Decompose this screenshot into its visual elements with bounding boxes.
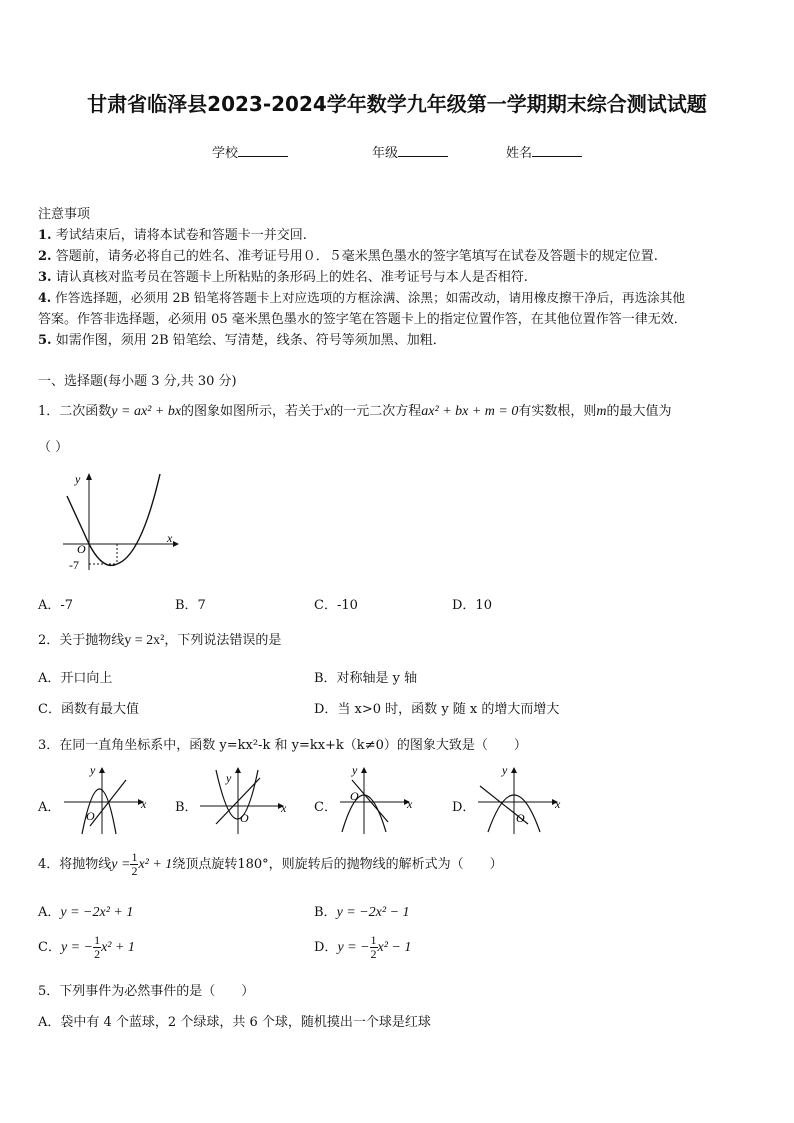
- x-label: x: [281, 801, 287, 815]
- q4-option-c[interactable]: [38, 934, 135, 961]
- q4-text: 4．将抛物线: [38, 857, 112, 872]
- question-3-stem: 3．在同一直角坐标系中，函数 y=kx²-k 和 y=kx+k（k≠0）的图象大致是（ ）: [38, 738, 527, 753]
- name-label: 姓名: [506, 146, 533, 161]
- q4-tail: x² + 1: [138, 857, 173, 872]
- q4-option-a-label: A．: [38, 905, 61, 920]
- notice-item-2: [38, 245, 658, 264]
- q4-option-c-label: C．: [38, 940, 61, 955]
- q4-option-d-label: D．: [314, 940, 338, 955]
- q2-option-d[interactable]: D．当 x>0 时，函数 y 随 x 的增大而增大: [314, 702, 560, 717]
- q4-option-d-fraction: [370, 934, 378, 961]
- question-5-stem: 5．下列事件为必然事件的是（ ）: [38, 984, 255, 999]
- q4-numerator: 1: [131, 850, 138, 864]
- y-arrow-icon: [99, 767, 105, 773]
- grade-field: [372, 142, 448, 161]
- q4-option-a[interactable]: [38, 901, 133, 921]
- q1-formula-2: ax² + bx + m = 0: [421, 404, 519, 419]
- name-field: [506, 142, 582, 161]
- q3-option-b-label[interactable]: B．: [175, 800, 198, 815]
- notice-num: 3.: [38, 270, 52, 285]
- q1-option-d[interactable]: D．10: [452, 598, 492, 613]
- notice-text: 作答选择题，必须用 2B 铅笔将答题卡上对应选项的方框涂满、涂黑；如需改动，请用橡皮擦干净后，再选涂其他: [55, 290, 685, 305]
- school-field: [212, 142, 288, 161]
- q1-option-c[interactable]: C．-10: [314, 598, 358, 613]
- school-label: 学校: [212, 146, 239, 161]
- notice-item-3: [38, 266, 528, 285]
- notice-text: 答题前，请务必将自己的姓名、准考证号用０．５毫米黑色墨水的签字笔填写在试卷及答题卡的规定位置.: [55, 249, 658, 264]
- line-graph: [90, 780, 126, 826]
- question-2-stem: [38, 629, 281, 649]
- q1-formula-1: y = ax² + bx: [111, 404, 182, 419]
- notice-item-4: [38, 287, 685, 306]
- q1-text: 二次函数: [59, 404, 112, 419]
- x-label: x: [167, 531, 173, 545]
- numerator: 1: [370, 933, 377, 947]
- notice-text: 如需作图，须用 2B 铅笔绘、写清楚，线条、符号等须加黑、加粗．: [55, 333, 446, 348]
- denominator: 2: [370, 947, 377, 961]
- x-label: x: [555, 797, 561, 811]
- q4-text: 绕顶点旋转: [172, 857, 238, 872]
- parabola-curve: [216, 770, 258, 819]
- q2-text: ，下列说法错误的是: [164, 633, 282, 648]
- q4-option-d-pre: y = −: [337, 940, 370, 955]
- y-arrow-icon: [361, 767, 367, 773]
- q3-graph-d[interactable]: [474, 764, 564, 836]
- q1-text: 有实数根，则: [518, 404, 597, 419]
- y-arrow-icon: [235, 767, 241, 773]
- notice-text: 考试结束后，请将本试卷和答题卡一并交回.: [55, 228, 307, 243]
- notice-item-4-cont: [38, 308, 687, 327]
- origin-label: O: [86, 809, 95, 823]
- q4-option-c-pre: y = −: [60, 940, 94, 955]
- question-4-stem: [38, 851, 503, 878]
- q1-graph: [55, 466, 185, 578]
- origin-label: O: [516, 811, 525, 825]
- x-label: x: [407, 797, 413, 811]
- min-value-label: -7: [69, 558, 79, 572]
- notice-text: 请认真核对监考员在答题卡上所粘贴的条形码上的姓名、准考证号与本人是否相符.: [55, 270, 528, 285]
- q4-option-b-formula: y = −2x² − 1: [336, 905, 410, 920]
- q1-option-b[interactable]: B．7: [175, 598, 206, 613]
- q1-text: 的最大值为: [606, 404, 672, 419]
- q4-denominator: 2: [131, 864, 138, 878]
- notice-num: 5.: [38, 333, 52, 348]
- q2-option-a[interactable]: A．开口向上: [38, 671, 113, 686]
- q4-y: y =: [111, 857, 131, 872]
- name-blank: [532, 144, 582, 157]
- y-label: y: [502, 764, 508, 777]
- q4-option-a-formula: y = −2x² + 1: [60, 905, 134, 920]
- q4-option-b-label: B．: [314, 905, 337, 920]
- origin-label: O: [77, 542, 86, 556]
- q4-option-d-post: x² − 1: [377, 940, 412, 955]
- origin-label: O: [240, 811, 249, 825]
- notice-text: 答案。作答非选择题，必须用 05 毫米黑色墨水的签字笔在答题卡上的指定位置作答，在其他位置作答一律无效．: [38, 312, 687, 327]
- q3-graph-b[interactable]: [196, 764, 292, 836]
- notice-item-1: [38, 224, 307, 243]
- y-arrow-icon: [86, 473, 92, 480]
- denominator: 2: [94, 947, 101, 961]
- q2-formula: y = 2x²: [124, 633, 165, 648]
- q3-option-d-label[interactable]: D．: [452, 800, 476, 815]
- y-label: y: [90, 764, 96, 777]
- school-blank: [238, 144, 288, 157]
- notice-item-5: [38, 329, 446, 348]
- notice-num: 4.: [38, 290, 52, 305]
- x-arrow-icon: [173, 541, 179, 547]
- q4-option-c-post: x² + 1: [101, 940, 135, 955]
- notice-heading: 注意事项: [38, 207, 91, 222]
- q2-option-b[interactable]: B．对称轴是 y 轴: [314, 671, 418, 686]
- y-arrow-icon: [511, 767, 517, 773]
- grade-label: 年级: [372, 146, 399, 161]
- notice-num: 2.: [38, 249, 52, 264]
- x-label: x: [141, 797, 147, 811]
- q1-text: 的图象如图所示，若关于: [181, 404, 325, 419]
- y-label: y: [352, 764, 358, 777]
- q3-option-a-label[interactable]: A．: [38, 800, 61, 815]
- y-label: y: [75, 472, 81, 486]
- q1-num: 1．: [38, 404, 60, 419]
- numerator: 1: [94, 933, 101, 947]
- question-1-stem: [38, 400, 672, 420]
- grade-blank: [398, 144, 448, 157]
- q4-degree: 180°: [237, 857, 269, 872]
- q1-text: 的一元二次方程: [330, 404, 422, 419]
- notice-num: 1.: [38, 228, 52, 243]
- q3-graph-c[interactable]: [336, 764, 426, 836]
- q4-option-b[interactable]: [314, 901, 410, 921]
- q3-option-c-label[interactable]: C．: [314, 800, 337, 815]
- y-label: y: [226, 771, 232, 785]
- q4-text: ，则旋转后的抛物线的解析式为（ ）: [268, 857, 503, 872]
- q1-var-m: m: [596, 404, 607, 419]
- q2-option-c[interactable]: C．函数有最大值: [38, 702, 139, 717]
- page-title: 甘肃省临泽县2023-2024学年数学九年级第一学期期末综合测试试题: [87, 92, 707, 116]
- section-heading: 一、选择题(每小题 3 分,共 30 分): [38, 374, 237, 389]
- q1-option-a[interactable]: A．-7: [38, 598, 74, 613]
- q1-answer-paren: （ ）: [38, 440, 69, 455]
- q5-option-a[interactable]: A．袋中有 4 个蓝球，2 个绿球，共 6 个球，随机摸出一个球是红球: [38, 1015, 431, 1030]
- q1-var-x: x: [324, 404, 331, 419]
- origin-label: O: [350, 789, 359, 803]
- q3-graph-a[interactable]: [60, 764, 150, 836]
- q2-text: 2．关于抛物线: [38, 633, 125, 648]
- q4-option-c-fraction: [93, 934, 101, 961]
- q4-option-d[interactable]: [314, 934, 411, 961]
